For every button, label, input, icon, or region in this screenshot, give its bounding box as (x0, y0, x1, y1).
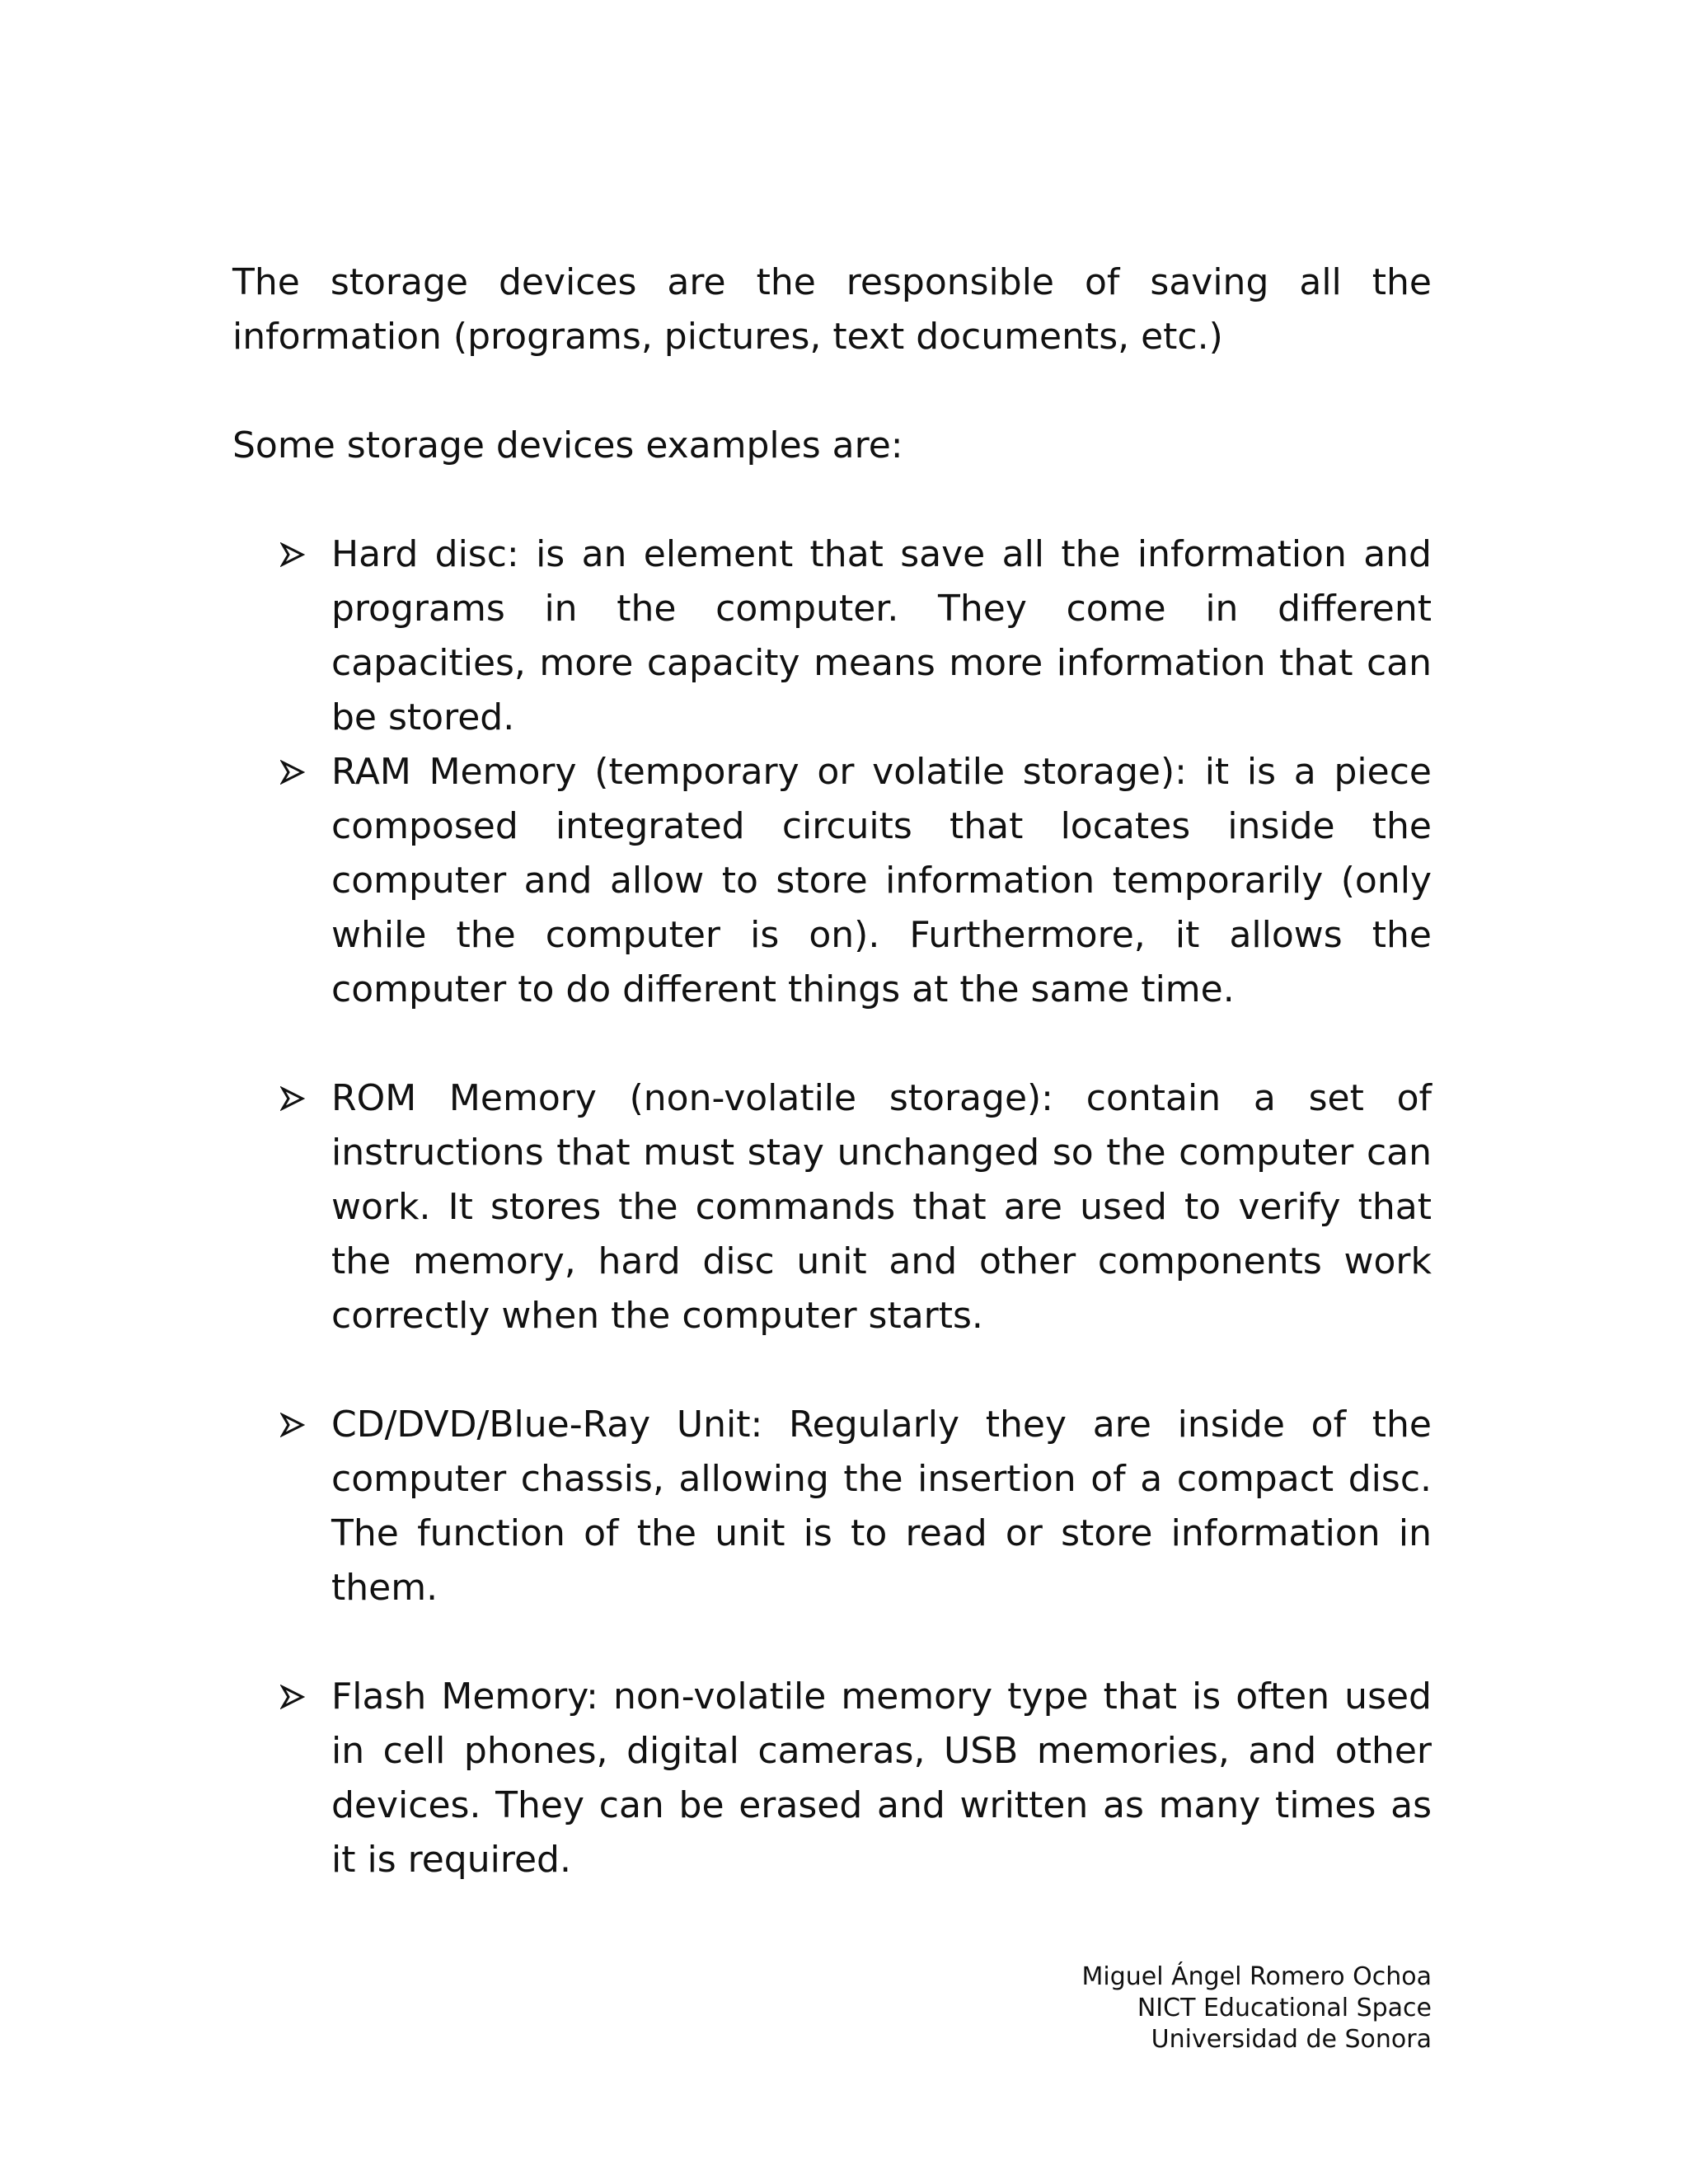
list-item-flash-memory (232, 1670, 1432, 1887)
list-item-ram-memory (232, 745, 1432, 1017)
footer-space: NICT Educational Space (1137, 1994, 1432, 2022)
page-footer (1082, 1961, 1432, 2055)
document-content (232, 255, 1432, 1887)
arrowhead-bullet-icon (280, 1670, 313, 1724)
footer-university: Universidad de Sonora (1151, 2025, 1432, 2054)
arrowhead-bullet-icon (280, 745, 313, 799)
intro-paragraph: The storage devices are the responsible of saving all the information (programs, pictures, text documents, etc.) (232, 261, 1432, 358)
list-item-text: Hard disc: is an element that save all the information and programs in the computer. They come in different capacities, more capacity means more information that can be stored. (331, 533, 1432, 738)
list-item-text: Flash Memory: non-volatile memory type that is often used in cell phones, digital cameras, USB memories, and other devices. They can be erased and written as many times as it is required. (331, 1675, 1432, 1881)
list-item-text: CD/DVD/Blue-Ray Unit: Regularly they are inside of the computer chassis, allowing the insertion of a compact disc. The function of the unit is to read or store information in them. (331, 1404, 1432, 1609)
arrowhead-bullet-icon (280, 1071, 313, 1126)
examples-lead: Some storage devices examples are: (232, 424, 903, 466)
list-item-text: ROM Memory (non-volatile storage): contain a set of instructions that must stay unchanged so the computer can work. It stores the commands that are used to verify that the memory, hard disc unit and other components work correctly when the computer starts. (331, 1077, 1432, 1337)
footer-author: Miguel Ángel Romero Ochoa (1081, 1962, 1432, 1991)
list-item-hard-disc (232, 527, 1432, 745)
arrowhead-bullet-icon (280, 527, 313, 582)
list-item-cd-dvd-unit (232, 1398, 1432, 1615)
storage-device-list (232, 527, 1432, 1887)
list-item-text: RAM Memory (temporary or volatile storage): it is a piece composed integrated circuits that locates inside the computer and allow to store information temporarily (only while the computer is on). Furthermore, it allows the computer to do different things at the same time. (331, 751, 1432, 1010)
list-item-rom-memory (232, 1071, 1432, 1343)
arrowhead-bullet-icon (280, 1398, 313, 1452)
